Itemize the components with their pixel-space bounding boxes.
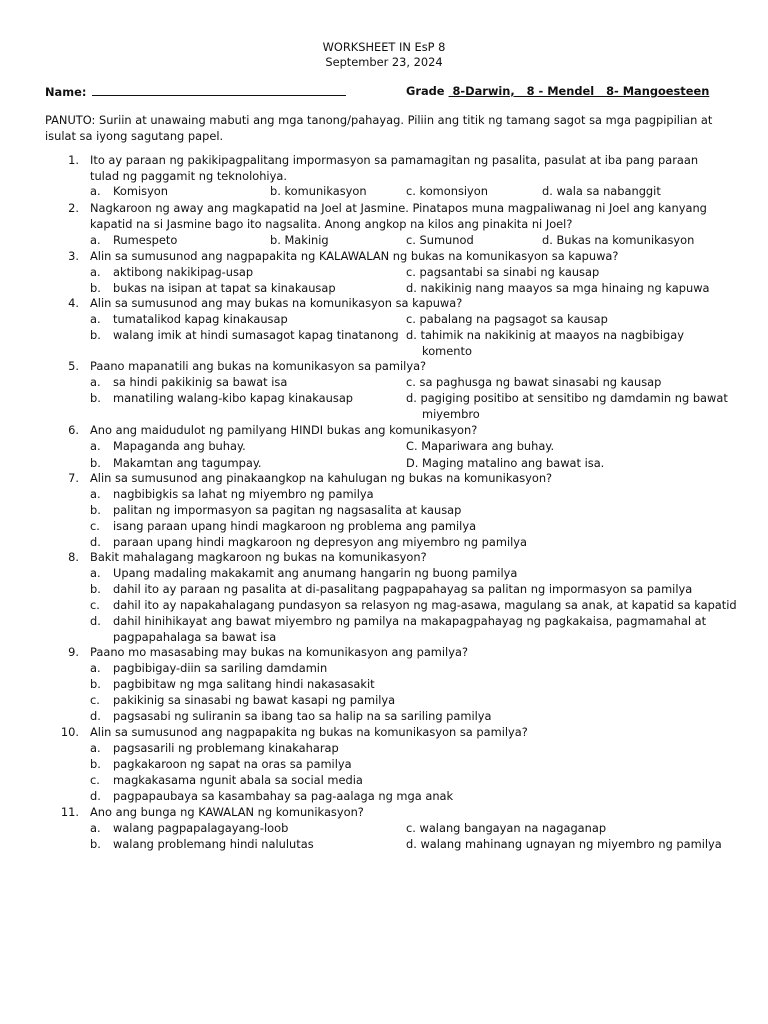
option-d-continued: miyembro — [422, 407, 480, 421]
option-letter: c. — [90, 693, 100, 707]
option-text: pagbibitaw ng mga salitang hindi nakasasakit — [113, 677, 375, 691]
name-label: Name: — [45, 85, 91, 99]
option-b: Makamtan ang tagumpay. — [113, 456, 262, 470]
option-text: dahil ito ay paraan ng pasalita at di-pasalitang pagpapahayag sa palitan ng impormasyon sa pamilya — [113, 582, 693, 596]
option-d: d. wala sa nabanggit — [542, 184, 661, 198]
option-text: palitan ng impormasyon sa pagitan ng nagsasalita at kausap — [113, 503, 462, 517]
option-c: c. pabalang na pagsagot sa kausap — [406, 312, 608, 326]
question-number: 5. — [68, 359, 79, 373]
option-letter: b. — [90, 757, 101, 771]
option-c: c. Sumunod — [406, 233, 474, 247]
option-letter: d. — [90, 535, 101, 549]
option-a: Mapaganda ang buhay. — [113, 439, 246, 453]
option-letter: a. — [90, 184, 101, 198]
option-letter: d. — [90, 614, 101, 628]
grade-label: Grade — [406, 84, 449, 98]
instructions: PANUTO: Suriin at unawaing mabuti ang mga tanong/pahayag. Piliin ang titik ng tamang sagot sa mga pagpipilian at isulat sa iyong sagutang papel. — [45, 113, 713, 143]
question-number: 8. — [68, 550, 79, 564]
question-text: Paano mapanatili ang bukas na komunikasyon sa pamilya? — [90, 359, 427, 373]
worksheet-date: September 23, 2024 — [325, 55, 443, 69]
option-b: walang problemang hindi nalulutas — [113, 837, 314, 851]
option-c: c. sa paghusga ng bawat sinasabi ng kausap — [406, 375, 662, 389]
option-letter: b. — [90, 281, 101, 295]
option-letter: b. — [90, 456, 101, 470]
question-number: 1. — [68, 153, 79, 167]
option-text: dahil hinihikayat ang bawat miyembro ng pamilya na makapagpahayag ng pagkakaisa, pagmamahal at pagpapahalaga sa bawat isa — [113, 614, 707, 644]
name-blank-line — [92, 84, 346, 96]
option-letter: b. — [90, 837, 101, 851]
option-letter: a. — [90, 741, 101, 755]
question-text: Alin sa sumusunod ang nagpapakita ng KALAWALAN ng bukas na komunikasyon sa kapuwa? — [90, 249, 619, 263]
question-text: Ito ay paraan ng pakikipagpalitang impormasyon sa pamamagitan ng pasalita, pasulat at iba pang paraan tulad ng paggamit ng teknolohiya. — [90, 153, 699, 183]
option-text: pagkakaroon ng sapat na oras sa pamilya — [113, 757, 352, 771]
option-a: aktibong nakikipag-usap — [113, 265, 254, 279]
option-b: bukas na isipan at tapat sa kinakausap — [113, 281, 336, 295]
option-text: pakikinig sa sinasabi ng bawat kasapi ng pamilya — [113, 693, 396, 707]
option-text: magkakasama ngunit abala sa social media — [113, 773, 363, 787]
question-number: 10. — [60, 725, 79, 739]
question-text: Ano ang bunga ng KAWALAN ng komunikasyon? — [90, 805, 364, 819]
option-letter: b. — [90, 391, 101, 405]
option-letter: a. — [90, 233, 101, 247]
option-text: pagsasabi ng suliranin sa ibang tao sa halip na sa sariling pamilya — [113, 709, 492, 723]
question-number: 3. — [68, 249, 79, 263]
option-a: Komisyon — [113, 184, 168, 198]
question-text: Alin sa sumusunod ang pinakaangkop na kahulugan ng bukas na komunikasyon? — [90, 471, 553, 485]
option-d-continued: komento — [422, 344, 472, 358]
option-letter: c. — [90, 519, 100, 533]
option-letter: c. — [90, 773, 100, 787]
option-d: d. walang mahinang ugnayan ng miyembro ng pamilya — [406, 837, 722, 851]
option-letter: b. — [90, 328, 101, 342]
question-text: Alin sa sumusunod ang may bukas na komunikasyon sa kapuwa? — [90, 296, 463, 310]
question-number: 11. — [60, 805, 79, 819]
question-text: Ano ang maidudulot ng pamilyang HINDI bukas ang komunikasyon? — [90, 423, 478, 437]
option-a: sa hindi pakikinig sa bawat isa — [113, 375, 288, 389]
question-number: 2. — [68, 201, 79, 215]
option-b: manatiling walang-kibo kapag kinakausap — [113, 391, 354, 405]
question-number: 9. — [68, 645, 79, 659]
option-d: d. pagiging positibo at sensitibo ng damdamin ng bawat — [406, 391, 728, 405]
option-text: dahil ito ay napakahalagang pundasyon sa relasyon ng mag-asawa, magulang sa anak, at kapatid sa kapatid — [113, 598, 737, 612]
worksheet-title: WORKSHEET IN EsP 8 — [322, 40, 446, 54]
option-letter: b. — [90, 582, 101, 596]
question-text: Nagkaroon ng away ang magkapatid na Joel at Jasmine. Pinatapos muna magpaliwanag ni Joel ang kanyang kapatid na si Jasmine bago ito nagsalita. Anong angkop na kilos ang pinakita ni Joel? — [90, 201, 707, 231]
option-d: d. tahimik na nakikinig at maayos na nagbibigay — [406, 328, 684, 342]
option-d: d. nakikinig nang maayos sa mga hinaing ng kapuwa — [406, 281, 710, 295]
option-b: b. komunikasyon — [270, 184, 367, 198]
option-letter: c. — [90, 598, 100, 612]
question-text: Paano mo masasabing may bukas na komunikasyon ang pamilya? — [90, 645, 468, 659]
option-d: d. Bukas na komunikasyon — [542, 233, 695, 247]
option-letter: a. — [90, 265, 101, 279]
question-number: 6. — [68, 423, 79, 437]
option-letter: d. — [90, 789, 101, 803]
option-letter: a. — [90, 821, 101, 835]
option-d: D. Maging matalino ang bawat isa. — [406, 456, 605, 470]
grade-sections: 8-Darwin, 8 - Mendel 8- Mangoesteen — [448, 84, 710, 98]
question-number: 4. — [68, 296, 79, 310]
option-c: c. walang bangayan na nagaganap — [406, 821, 607, 835]
option-a: walang pagpapalagayang-loob — [113, 821, 289, 835]
option-text: pagpapaubaya sa kasambahay sa pag-aalaga ng mga anak — [113, 789, 454, 803]
grade-field — [406, 84, 709, 98]
option-letter: d. — [90, 709, 101, 723]
option-text: nagbibigkis sa lahat ng miyembro ng pamilya — [113, 487, 374, 501]
option-c: C. Mapariwara ang buhay. — [406, 439, 555, 453]
option-text: pagsasarili ng problemang kinakaharap — [113, 741, 339, 755]
option-b: walang imik at hindi sumasagot kapag tinatanong — [113, 328, 399, 342]
option-text: isang paraan upang hindi magkaroon ng problema ang pamilya — [113, 519, 477, 533]
option-letter: a. — [90, 487, 101, 501]
name-field — [45, 84, 346, 99]
option-text: Upang madaling makakamit ang anumang hangarin ng buong pamilya — [113, 566, 518, 580]
option-letter: b. — [90, 677, 101, 691]
question-text: Alin sa sumusunod ang nagpapakita ng bukas na komunikasyon sa pamilya? — [90, 725, 528, 739]
option-c: c. komonsiyon — [406, 184, 488, 198]
option-letter: a. — [90, 566, 101, 580]
option-b: b. Makinig — [270, 233, 329, 247]
question-text: Bakit mahalagang magkaroon ng bukas na komunikasyon? — [90, 550, 427, 564]
option-letter: a. — [90, 312, 101, 326]
option-letter: b. — [90, 503, 101, 517]
option-a: Rumespeto — [113, 233, 178, 247]
option-letter: a. — [90, 661, 101, 675]
option-letter: a. — [90, 375, 101, 389]
option-c: c. pagsantabi sa sinabi ng kausap — [406, 265, 600, 279]
option-a: tumatalikod kapag kinakausap — [113, 312, 288, 326]
option-text: paraan upang hindi magkaroon ng depresyon ang miyembro ng pamilya — [113, 535, 528, 549]
question-number: 7. — [68, 471, 79, 485]
option-letter: a. — [90, 439, 101, 453]
option-text: pagbibigay-diin sa sariling damdamin — [113, 661, 328, 675]
